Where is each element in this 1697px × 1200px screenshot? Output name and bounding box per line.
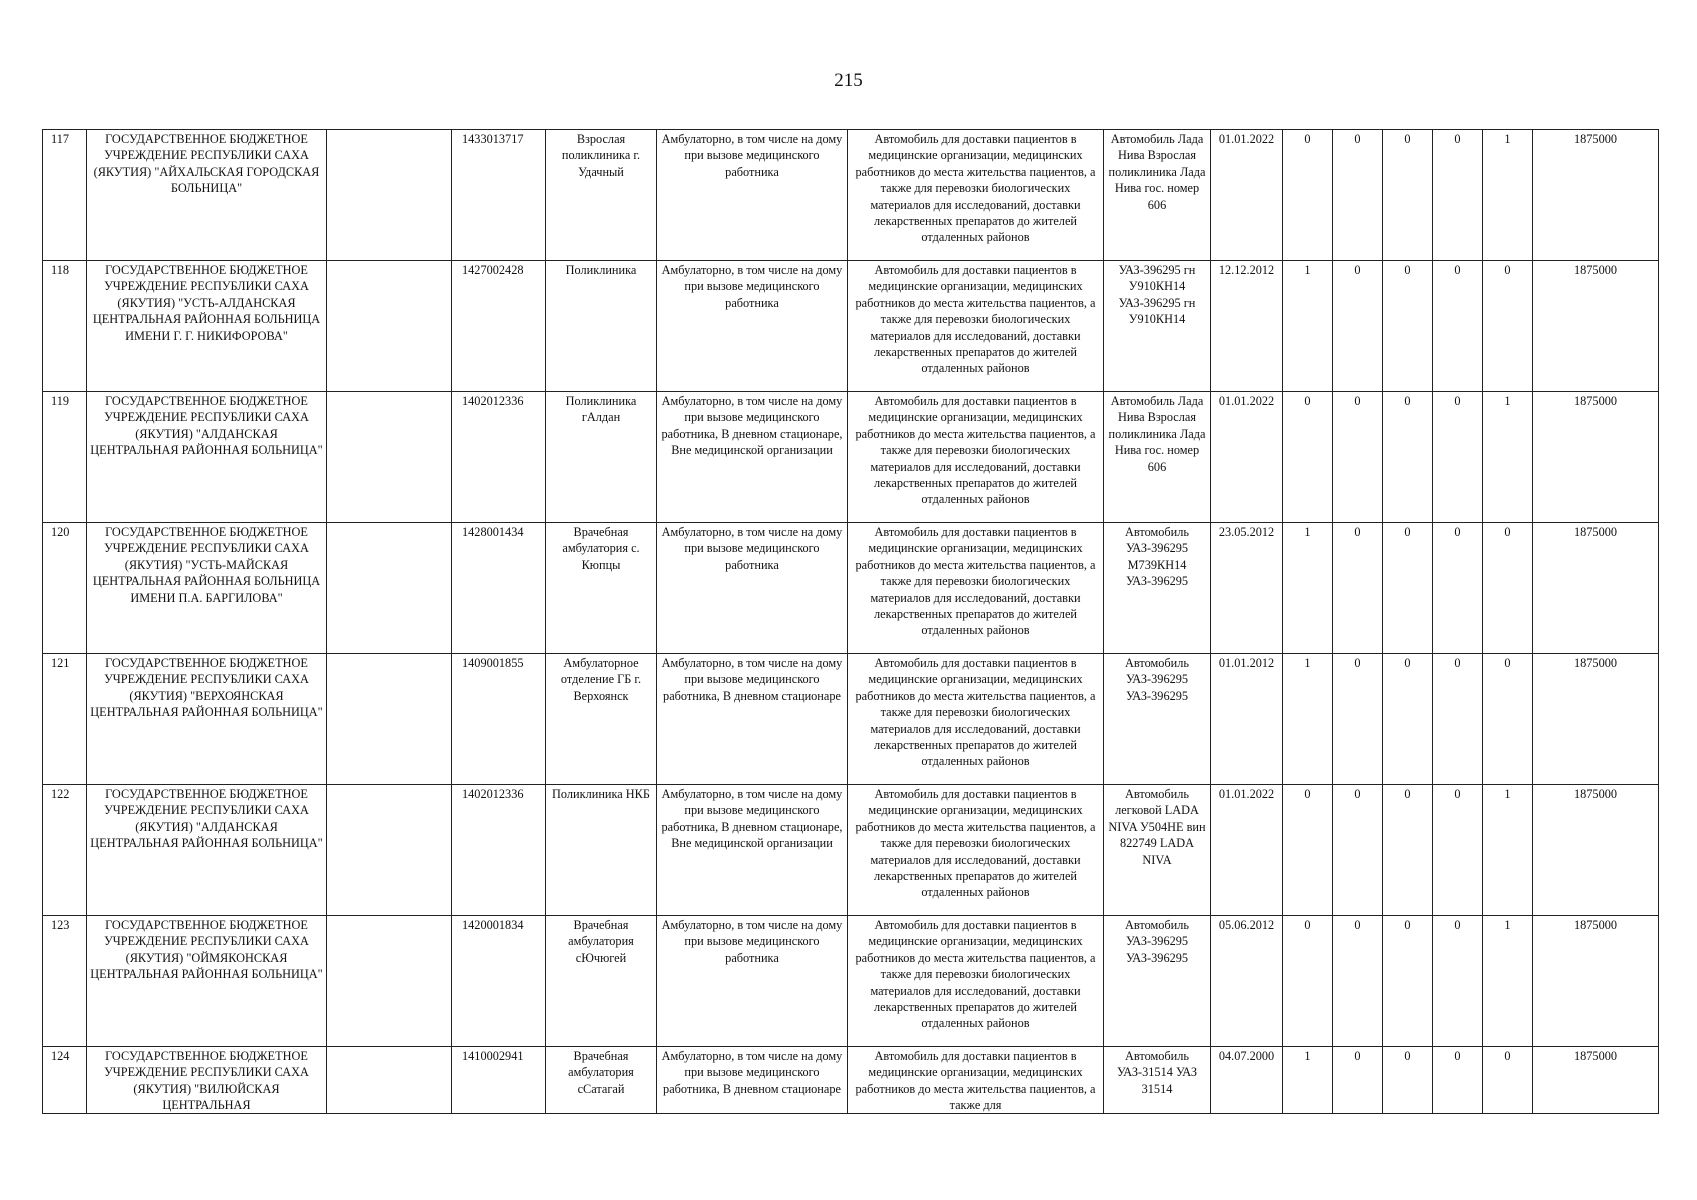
cell-value-4	[1433, 785, 1483, 916]
cell-vehicle	[1104, 916, 1211, 1047]
cell-text-date: 01.01.2012	[1218, 656, 1275, 670]
cell-value-2	[1333, 654, 1383, 785]
cell-text-num: 121	[51, 656, 70, 670]
cell-text-vehicle: Автомобиль Лада Нива Взрослая поликлиника Лада Нива гос. номер 606	[1108, 394, 1206, 474]
table-row	[43, 654, 1659, 785]
cell-text-org: ГОСУДАРСТВЕННОЕ БЮДЖЕТНОЕ УЧРЕЖДЕНИЕ РЕСПУБЛИКИ САХА (ЯКУТИЯ) "ОЙМЯКОНСКАЯ ЦЕНТРАЛЬНАЯ РАЙОННАЯ БОЛЬНИЦА"	[90, 918, 323, 982]
cell-unit	[546, 654, 657, 785]
cell-text-v3: 0	[1404, 525, 1411, 539]
cell-text-purpose: Автомобиль для доставки пациентов в медицинские организации, медицинских работников до места жительства пациентов, а также для перевозки биологических материалов для исследований, доставки лекарственных препаратов до жителей отдаленных районов	[855, 525, 1096, 638]
cell-text-unit: Поликлиника	[565, 263, 637, 277]
cell-text-amount: 1875000	[1573, 1049, 1618, 1063]
cell-text-v2: 0	[1354, 525, 1361, 539]
cell-value-1	[1283, 392, 1333, 523]
cell-vehicle	[1104, 785, 1211, 916]
cell-text-inn: 1420001834	[462, 918, 524, 932]
cell-value-2	[1333, 261, 1383, 392]
cell-text-purpose: Автомобиль для доставки пациентов в медицинские организации, медицинских работников до места жительства пациентов, а также для перевозки биологических материалов для исследований, доставки лекарственных препаратов до жителей отдаленных районов	[855, 656, 1096, 769]
cell-text-v4: 0	[1454, 132, 1461, 146]
cell-text-v5: 1	[1504, 918, 1511, 932]
cell-value-3	[1383, 785, 1433, 916]
cell-text-v3: 0	[1404, 918, 1411, 932]
cell-text-purpose: Автомобиль для доставки пациентов в медицинские организации, медицинских работников до места жительства пациентов, а также для перевозки биологических материалов для исследований, доставки лекарственных препаратов до жителей отдаленных районов	[855, 787, 1096, 900]
cell-value-3	[1383, 523, 1433, 654]
cell-care-conditions	[657, 392, 848, 523]
cell-text-num: 118	[51, 263, 69, 277]
cell-vehicle	[1104, 130, 1211, 261]
cell-text-num: 122	[51, 787, 70, 801]
cell-organization	[87, 261, 327, 392]
cell-unit	[546, 261, 657, 392]
cell-value-3	[1383, 1047, 1433, 1114]
cell-text-amount: 1875000	[1573, 918, 1618, 932]
cell-text-v2: 0	[1354, 656, 1361, 670]
cell-care-conditions	[657, 523, 848, 654]
cell-inn	[452, 392, 546, 523]
cell-text-amount: 1875000	[1573, 394, 1618, 408]
table-row	[43, 261, 1659, 392]
cell-text-vehicle: Автомобиль УАЗ-396295 УАЗ-396295	[1124, 918, 1190, 965]
cell-unit	[546, 523, 657, 654]
cell-text-num: 123	[51, 918, 70, 932]
table-row	[43, 916, 1659, 1047]
cell-value-4	[1433, 392, 1483, 523]
cell-text-inn: 1427002428	[462, 263, 524, 277]
cell-amount	[1533, 916, 1659, 1047]
cell-number	[43, 654, 87, 785]
cell-text-vehicle: Автомобиль УАЗ-396295 УАЗ-396295	[1124, 656, 1190, 703]
cell-text-v3: 0	[1404, 394, 1411, 408]
cell-value-1	[1283, 785, 1333, 916]
cell-care-conditions	[657, 1047, 848, 1114]
cell-text-v4: 0	[1454, 394, 1461, 408]
cell-vehicle-purpose	[848, 1047, 1104, 1114]
cell-text-date: 01.01.2022	[1218, 132, 1275, 146]
cell-value-1	[1283, 261, 1333, 392]
cell-text-v1: 1	[1304, 525, 1311, 539]
cell-value-5	[1483, 261, 1533, 392]
cell-care-conditions	[657, 785, 848, 916]
cell-text-v4: 0	[1454, 918, 1461, 932]
cell-text-v3: 0	[1404, 656, 1411, 670]
page-number: 215	[834, 70, 863, 91]
cell-value-2	[1333, 1047, 1383, 1114]
cell-text-care: Амбулаторно, в том числе на дому при вызове медицинского работника	[661, 132, 843, 179]
cell-text-v2: 0	[1354, 787, 1361, 801]
cell-vehicle-purpose	[848, 392, 1104, 523]
cell-unit	[546, 1047, 657, 1114]
cell-text-date: 12.12.2012	[1218, 263, 1275, 277]
cell-text-unit: Врачебная амбулатория сСатагай	[568, 1049, 634, 1096]
cell-text-vehicle: УАЗ-396295 гн У910КН14 УАЗ-396295 гн У910КН14	[1118, 263, 1196, 327]
cell-text-v1: 1	[1304, 656, 1311, 670]
cell-value-5	[1483, 1047, 1533, 1114]
cell-amount	[1533, 785, 1659, 916]
cell-date	[1211, 130, 1283, 261]
cell-unit	[546, 785, 657, 916]
cell-inn	[452, 654, 546, 785]
cell-number	[43, 523, 87, 654]
table-row	[43, 392, 1659, 523]
cell-number	[43, 1047, 87, 1114]
cell-unit	[546, 916, 657, 1047]
cell-number	[43, 785, 87, 916]
cell-extra	[327, 261, 452, 392]
cell-inn	[452, 130, 546, 261]
cell-value-2	[1333, 916, 1383, 1047]
cell-text-purpose: Автомобиль для доставки пациентов в медицинские организации, медицинских работников до места жительства пациентов, а также для перевозки биологических материалов для исследований, доставки лекарственных препаратов до жителей отдаленных районов	[855, 394, 1096, 507]
cell-text-org: ГОСУДАРСТВЕННОЕ БЮДЖЕТНОЕ УЧРЕЖДЕНИЕ РЕСПУБЛИКИ САХА (ЯКУТИЯ) "АЙХАЛЬСКАЯ ГОРОДСКАЯ БОЛЬНИЦА"	[93, 132, 320, 196]
cell-text-v1: 0	[1304, 918, 1311, 932]
cell-text-care: Амбулаторно, в том числе на дому при вызове медицинского работника, В дневном стационаре, Вне медицинской организации	[661, 394, 843, 458]
cell-amount	[1533, 130, 1659, 261]
cell-amount	[1533, 261, 1659, 392]
cell-text-date: 01.01.2022	[1218, 394, 1275, 408]
cell-text-v5: 0	[1504, 263, 1511, 277]
cell-text-unit: Амбулаторное отделение ГБ г. Верхоянск	[560, 656, 642, 703]
cell-value-4	[1433, 654, 1483, 785]
cell-organization	[87, 130, 327, 261]
cell-value-3	[1383, 261, 1433, 392]
cell-text-unit: Врачебная амбулатория с. Кюпцы	[562, 525, 640, 572]
cell-text-v5: 1	[1504, 132, 1511, 146]
cell-value-4	[1433, 916, 1483, 1047]
cell-vehicle-purpose	[848, 654, 1104, 785]
cell-vehicle-purpose	[848, 523, 1104, 654]
cell-value-2	[1333, 392, 1383, 523]
cell-text-purpose: Автомобиль для доставки пациентов в медицинские организации, медицинских работников до места жительства пациентов, а также для перевозки биологических материалов для исследований, доставки лекарственных препаратов до жителей отдаленных районов	[855, 263, 1096, 376]
cell-date	[1211, 916, 1283, 1047]
cell-text-v4: 0	[1454, 263, 1461, 277]
cell-text-org: ГОСУДАРСТВЕННОЕ БЮДЖЕТНОЕ УЧРЕЖДЕНИЕ РЕСПУБЛИКИ САХА (ЯКУТИЯ) "УСТЬ-АЛДАНСКАЯ ЦЕНТРАЛЬНАЯ РАЙОННАЯ БОЛЬНИЦА ИМЕНИ Г. Г. НИКИФОРОВА"	[92, 263, 321, 343]
cell-number	[43, 261, 87, 392]
cell-date	[1211, 785, 1283, 916]
cell-extra	[327, 392, 452, 523]
cell-value-5	[1483, 523, 1533, 654]
cell-care-conditions	[657, 261, 848, 392]
cell-value-3	[1383, 916, 1433, 1047]
cell-text-v2: 0	[1354, 918, 1361, 932]
cell-value-2	[1333, 785, 1383, 916]
cell-text-unit: Врачебная амбулатория сЮчюгей	[568, 918, 634, 965]
cell-inn	[452, 785, 546, 916]
cell-text-date: 05.06.2012	[1218, 918, 1275, 932]
cell-organization	[87, 916, 327, 1047]
cell-text-v2: 0	[1354, 263, 1361, 277]
cell-text-inn: 1402012336	[462, 394, 524, 408]
cell-unit	[546, 392, 657, 523]
cell-value-1	[1283, 1047, 1333, 1114]
cell-amount	[1533, 1047, 1659, 1114]
cell-organization	[87, 1047, 327, 1114]
cell-text-v2: 0	[1354, 1049, 1361, 1063]
cell-number	[43, 916, 87, 1047]
cell-value-5	[1483, 785, 1533, 916]
cell-unit	[546, 130, 657, 261]
cell-text-date: 23.05.2012	[1218, 525, 1275, 539]
cell-text-v4: 0	[1454, 656, 1461, 670]
cell-value-1	[1283, 654, 1333, 785]
cell-text-org: ГОСУДАРСТВЕННОЕ БЮДЖЕТНОЕ УЧРЕЖДЕНИЕ РЕСПУБЛИКИ САХА (ЯКУТИЯ) "ВЕРХОЯНСКАЯ ЦЕНТРАЛЬНАЯ РАЙОННАЯ БОЛЬНИЦА"	[90, 656, 323, 720]
cell-text-v3: 0	[1404, 1049, 1411, 1063]
cell-text-v4: 0	[1454, 525, 1461, 539]
cell-text-amount: 1875000	[1573, 132, 1618, 146]
cell-value-5	[1483, 654, 1533, 785]
cell-vehicle	[1104, 523, 1211, 654]
cell-text-date: 04.07.2000	[1218, 1049, 1275, 1063]
cell-amount	[1533, 523, 1659, 654]
cell-value-4	[1433, 261, 1483, 392]
cell-text-care: Амбулаторно, в том числе на дому при вызове медицинского работника	[661, 525, 843, 572]
cell-text-v5: 0	[1504, 1049, 1511, 1063]
cell-date	[1211, 261, 1283, 392]
cell-date	[1211, 654, 1283, 785]
cell-text-v2: 0	[1354, 394, 1361, 408]
cell-extra	[327, 1047, 452, 1114]
cell-text-num: 120	[51, 525, 70, 539]
cell-text-inn: 1410002941	[462, 1049, 524, 1063]
table-row	[43, 523, 1659, 654]
cell-text-care: Амбулаторно, в том числе на дому при вызове медицинского работника	[661, 263, 843, 310]
cell-vehicle-purpose	[848, 130, 1104, 261]
cell-vehicle	[1104, 261, 1211, 392]
register-table	[42, 129, 1659, 1114]
cell-text-amount: 1875000	[1573, 263, 1618, 277]
table-row	[43, 1047, 1659, 1114]
cell-value-5	[1483, 130, 1533, 261]
cell-text-v4: 0	[1454, 1049, 1461, 1063]
cell-text-care: Амбулаторно, в том числе на дому при вызове медицинского работника	[661, 918, 843, 965]
cell-text-vehicle: Автомобиль Лада Нива Взрослая поликлиника Лада Нива гос. номер 606	[1108, 132, 1206, 212]
cell-text-vehicle: Автомобиль УАЗ-396295 М739КН14 УАЗ-396295	[1124, 525, 1190, 589]
cell-text-inn: 1402012336	[462, 787, 524, 801]
cell-number	[43, 392, 87, 523]
cell-text-v1: 0	[1304, 787, 1311, 801]
cell-text-num: 117	[51, 132, 69, 146]
cell-value-4	[1433, 523, 1483, 654]
cell-value-4	[1433, 130, 1483, 261]
cell-value-5	[1483, 916, 1533, 1047]
cell-value-3	[1383, 130, 1433, 261]
cell-value-5	[1483, 392, 1533, 523]
cell-extra	[327, 916, 452, 1047]
cell-text-amount: 1875000	[1573, 787, 1618, 801]
cell-organization	[87, 523, 327, 654]
cell-text-org: ГОСУДАРСТВЕННОЕ БЮДЖЕТНОЕ УЧРЕЖДЕНИЕ РЕСПУБЛИКИ САХА (ЯКУТИЯ) "УСТЬ-МАЙСКАЯ ЦЕНТРАЛЬНАЯ РАЙОННАЯ БОЛЬНИЦА ИМЕНИ П.А. БАРГИЛОВА"	[92, 525, 321, 605]
cell-text-org: ГОСУДАРСТВЕННОЕ БЮДЖЕТНОЕ УЧРЕЖДЕНИЕ РЕСПУБЛИКИ САХА (ЯКУТИЯ) "ВИЛЮЙСКАЯ ЦЕНТРАЛЬНАЯ	[104, 1049, 309, 1112]
cell-text-v3: 0	[1404, 787, 1411, 801]
cell-text-inn: 1409001855	[462, 656, 524, 670]
cell-text-num: 124	[51, 1049, 70, 1063]
cell-text-v5: 0	[1504, 656, 1511, 670]
cell-text-purpose: Автомобиль для доставки пациентов в медицинские организации, медицинских работников до места жительства пациентов, а также для перевозки биологических материалов для исследований, доставки лекарственных препаратов до жителей отдаленных районов	[855, 918, 1096, 1031]
cell-care-conditions	[657, 130, 848, 261]
cell-organization	[87, 392, 327, 523]
cell-date	[1211, 392, 1283, 523]
cell-value-2	[1333, 130, 1383, 261]
cell-text-amount: 1875000	[1573, 525, 1618, 539]
table-row	[43, 130, 1659, 261]
cell-text-date: 01.01.2022	[1218, 787, 1275, 801]
cell-text-purpose: Автомобиль для доставки пациентов в медицинские организации, медицинских работников до места жительства пациентов, а также для	[855, 1049, 1096, 1112]
cell-organization	[87, 785, 327, 916]
cell-date	[1211, 523, 1283, 654]
cell-inn	[452, 523, 546, 654]
cell-care-conditions	[657, 654, 848, 785]
cell-amount	[1533, 392, 1659, 523]
cell-value-1	[1283, 916, 1333, 1047]
cell-text-amount: 1875000	[1573, 656, 1618, 670]
cell-text-org: ГОСУДАРСТВЕННОЕ БЮДЖЕТНОЕ УЧРЕЖДЕНИЕ РЕСПУБЛИКИ САХА (ЯКУТИЯ) "АЛДАНСКАЯ ЦЕНТРАЛЬНАЯ РАЙОННАЯ БОЛЬНИЦА"	[90, 787, 323, 851]
cell-inn	[452, 261, 546, 392]
cell-text-v1: 0	[1304, 132, 1311, 146]
cell-text-v1: 0	[1304, 394, 1311, 408]
cell-number	[43, 130, 87, 261]
cell-text-v4: 0	[1454, 787, 1461, 801]
cell-vehicle	[1104, 392, 1211, 523]
cell-text-v3: 0	[1404, 263, 1411, 277]
cell-value-2	[1333, 523, 1383, 654]
cell-text-care: Амбулаторно, в том числе на дому при вызове медицинского работника, В дневном стационаре, Вне медицинской организации	[661, 787, 843, 851]
cell-text-v3: 0	[1404, 132, 1411, 146]
cell-text-inn: 1428001434	[462, 525, 524, 539]
cell-text-vehicle: Автомобиль УАЗ-31514 УАЗ 31514	[1116, 1049, 1198, 1096]
cell-text-care: Амбулаторно, в том числе на дому при вызове медицинского работника, В дневном стационаре	[661, 656, 843, 703]
cell-vehicle-purpose	[848, 916, 1104, 1047]
cell-text-v5: 1	[1504, 394, 1511, 408]
cell-inn	[452, 916, 546, 1047]
cell-text-unit: Поликлиника НКБ	[552, 787, 650, 801]
cell-value-3	[1383, 392, 1433, 523]
cell-value-3	[1383, 654, 1433, 785]
cell-text-org: ГОСУДАРСТВЕННОЕ БЮДЖЕТНОЕ УЧРЕЖДЕНИЕ РЕСПУБЛИКИ САХА (ЯКУТИЯ) "АЛДАНСКАЯ ЦЕНТРАЛЬНАЯ РАЙОННАЯ БОЛЬНИЦА"	[90, 394, 323, 458]
cell-extra	[327, 130, 452, 261]
cell-text-v1: 1	[1304, 1049, 1311, 1063]
cell-extra	[327, 785, 452, 916]
cell-extra	[327, 654, 452, 785]
cell-date	[1211, 1047, 1283, 1114]
cell-text-unit: Взрослая поликлиника г. Удачный	[561, 132, 641, 179]
cell-text-vehicle: Автомобиль легковой LADA NIVA У504НЕ вин 822749 LADA NIVA	[1108, 787, 1206, 867]
cell-extra	[327, 523, 452, 654]
cell-value-1	[1283, 523, 1333, 654]
cell-text-num: 119	[51, 394, 69, 408]
cell-inn	[452, 1047, 546, 1114]
cell-text-purpose: Автомобиль для доставки пациентов в медицинские организации, медицинских работников до места жительства пациентов, а также для перевозки биологических материалов для исследований, доставки лекарственных препаратов до жителей отдаленных районов	[855, 132, 1096, 245]
table-row	[43, 785, 1659, 916]
cell-text-unit: Поликлиника гАлдан	[565, 394, 637, 425]
cell-text-v1: 1	[1304, 263, 1311, 277]
cell-text-v5: 1	[1504, 787, 1511, 801]
cell-text-v5: 0	[1504, 525, 1511, 539]
cell-text-inn: 1433013717	[462, 132, 524, 146]
cell-text-v2: 0	[1354, 132, 1361, 146]
cell-value-4	[1433, 1047, 1483, 1114]
cell-care-conditions	[657, 916, 848, 1047]
cell-vehicle-purpose	[848, 785, 1104, 916]
cell-value-1	[1283, 130, 1333, 261]
cell-vehicle	[1104, 1047, 1211, 1114]
cell-text-care: Амбулаторно, в том числе на дому при вызове медицинского работника, В дневном стационаре	[661, 1049, 843, 1096]
cell-amount	[1533, 654, 1659, 785]
cell-vehicle-purpose	[848, 261, 1104, 392]
cell-organization	[87, 654, 327, 785]
cell-vehicle	[1104, 654, 1211, 785]
